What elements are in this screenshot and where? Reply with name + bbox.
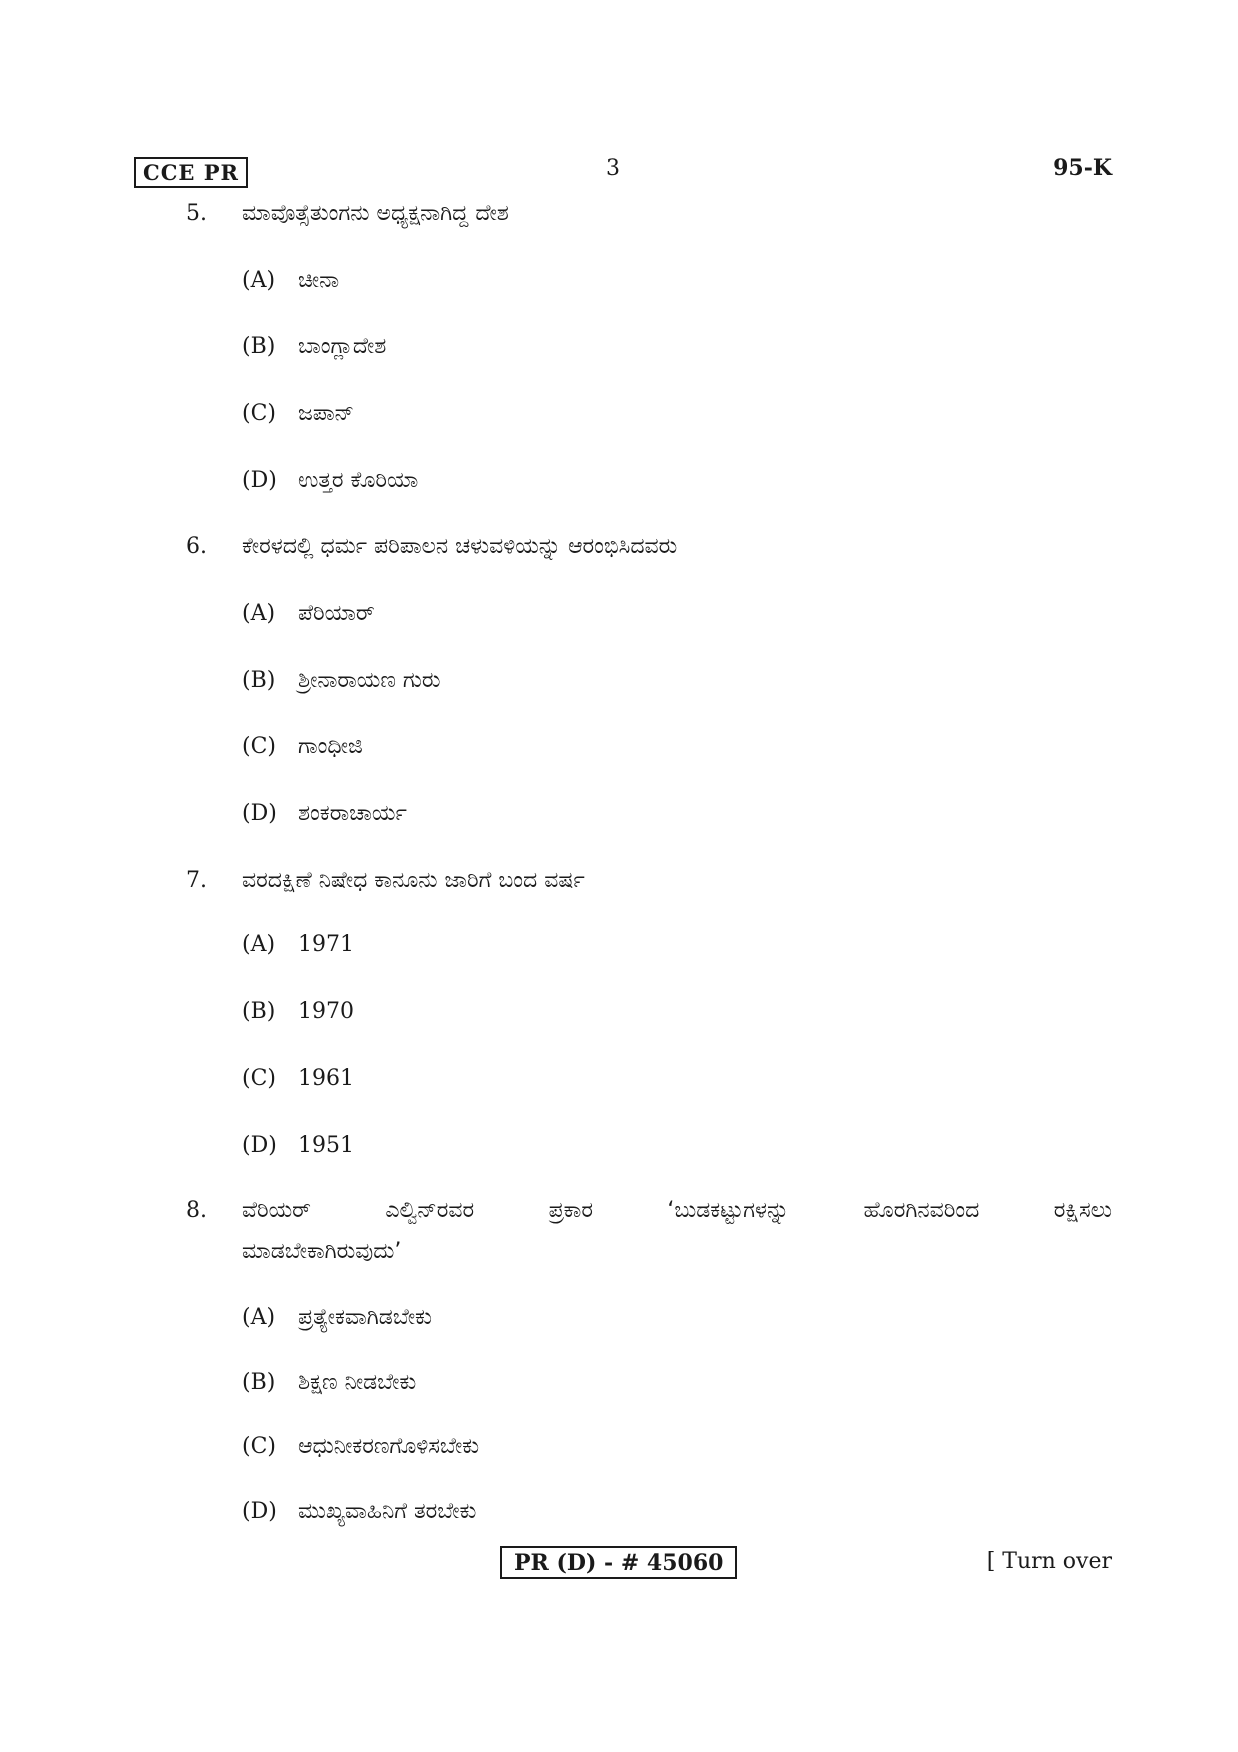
exam-code-box: CCE PR bbox=[134, 157, 248, 188]
question-number: 5. bbox=[186, 201, 207, 226]
option-letter: (C) bbox=[242, 1434, 276, 1459]
option-letter: (D) bbox=[242, 468, 277, 493]
option-item bbox=[242, 666, 440, 696]
option-item bbox=[242, 1432, 479, 1462]
question-text: ಕೇರಳದಲ್ಲಿ ಧರ್ಮ ಪರಿಪಾಲನ ಚಳುವಳಿಯನ್ನು ಆರಂಭಿಸಿದವರು bbox=[242, 534, 678, 559]
option-text: 1951 bbox=[298, 1133, 354, 1158]
option-letter: (B) bbox=[242, 668, 276, 693]
option-letter: (C) bbox=[242, 401, 276, 426]
option-item bbox=[242, 599, 375, 629]
option-text: 1961 bbox=[298, 1066, 354, 1091]
question-text-line2: ಮಾಡಬೇಕಾಗಿರುವುದು’ bbox=[242, 1239, 402, 1264]
option-letter: (A) bbox=[242, 601, 276, 626]
option-item bbox=[242, 732, 363, 762]
option-item bbox=[242, 466, 418, 496]
option-text: ಗಾಂಧೀಜಿ bbox=[298, 734, 363, 759]
option-letter: (C) bbox=[242, 1066, 276, 1091]
option-item bbox=[242, 799, 407, 829]
option-item bbox=[242, 1497, 476, 1527]
option-text: ಶ್ರೀನಾರಾಯಣ ಗುರು bbox=[298, 668, 441, 693]
option-letter: (B) bbox=[242, 999, 276, 1024]
option-letter: (A) bbox=[242, 1305, 276, 1330]
option-text: ಪ್ರತ್ಯೇಕವಾಗಿಡಬೇಕು bbox=[298, 1305, 432, 1330]
question-text: ವೆರಿಯರ್ ಎಲ್ವಿನ್‌ರವರ ಪ್ರಕಾರ ‘ಬುಡಕಟ್ಟುಗಳನ್ನು ಹೊರಗಿನವರಿಂದ ರಕ್ಷಿಸಲು bbox=[242, 1198, 1112, 1223]
paper-code: 95-K bbox=[1053, 155, 1112, 181]
option-letter: (A) bbox=[242, 932, 276, 957]
option-text: 1970 bbox=[298, 999, 354, 1024]
option-item bbox=[242, 1368, 416, 1398]
option-text: ಶಂಕರಾಚಾರ್ಯ bbox=[298, 801, 407, 826]
question-number: 6. bbox=[186, 534, 207, 559]
option-letter: (B) bbox=[242, 334, 276, 359]
option-item bbox=[242, 266, 339, 296]
option-letter: (C) bbox=[242, 734, 276, 759]
option-text: ಶಿಕ್ಷಣ ನೀಡಬೇಕು bbox=[298, 1370, 417, 1395]
footer-code-box: PR (D) - # 45060 bbox=[500, 1546, 737, 1579]
question-text: ವರದಕ್ಷಿಣೆ ನಿಷೇಧ ಕಾನೂನು ಜಾರಿಗೆ ಬಂದ ವರ್ಷ bbox=[242, 868, 585, 893]
question-number: 7. bbox=[186, 868, 207, 893]
option-text: ಬಾಂಗ್ಲಾದೇಶ bbox=[298, 334, 387, 359]
option-letter: (D) bbox=[242, 801, 277, 826]
option-text: ಮುಖ್ಯವಾಹಿನಿಗೆ ತರಬೇಕು bbox=[298, 1499, 477, 1524]
option-text: ಉತ್ತರ ಕೊರಿಯಾ bbox=[298, 468, 419, 493]
option-text: ಆಧುನೀಕರಣಗೊಳಿಸಬೇಕು bbox=[298, 1434, 480, 1459]
option-text: 1971 bbox=[298, 932, 354, 957]
option-item bbox=[242, 1064, 354, 1094]
option-item bbox=[242, 1303, 432, 1333]
option-text: ಪೆರಿಯಾರ್ bbox=[298, 601, 375, 626]
turn-over-label: [ Turn over bbox=[986, 1549, 1112, 1574]
option-letter: (D) bbox=[242, 1499, 277, 1524]
option-letter: (A) bbox=[242, 268, 276, 293]
option-text: ಜಪಾನ್ bbox=[298, 401, 355, 426]
page-number: 3 bbox=[606, 156, 620, 181]
option-item bbox=[242, 1131, 354, 1161]
option-item bbox=[242, 332, 386, 362]
option-letter: (D) bbox=[242, 1133, 277, 1158]
option-item bbox=[242, 399, 354, 429]
question-text: ಮಾವೊತ್ಸೆತುಂಗನು ಅಧ್ಯಕ್ಷನಾಗಿದ್ದ ದೇಶ bbox=[242, 201, 509, 226]
question-number: 8. bbox=[186, 1198, 207, 1223]
option-item bbox=[242, 997, 354, 1027]
option-letter: (B) bbox=[242, 1370, 276, 1395]
option-text: ಚೀನಾ bbox=[298, 268, 340, 293]
option-item bbox=[242, 930, 354, 960]
